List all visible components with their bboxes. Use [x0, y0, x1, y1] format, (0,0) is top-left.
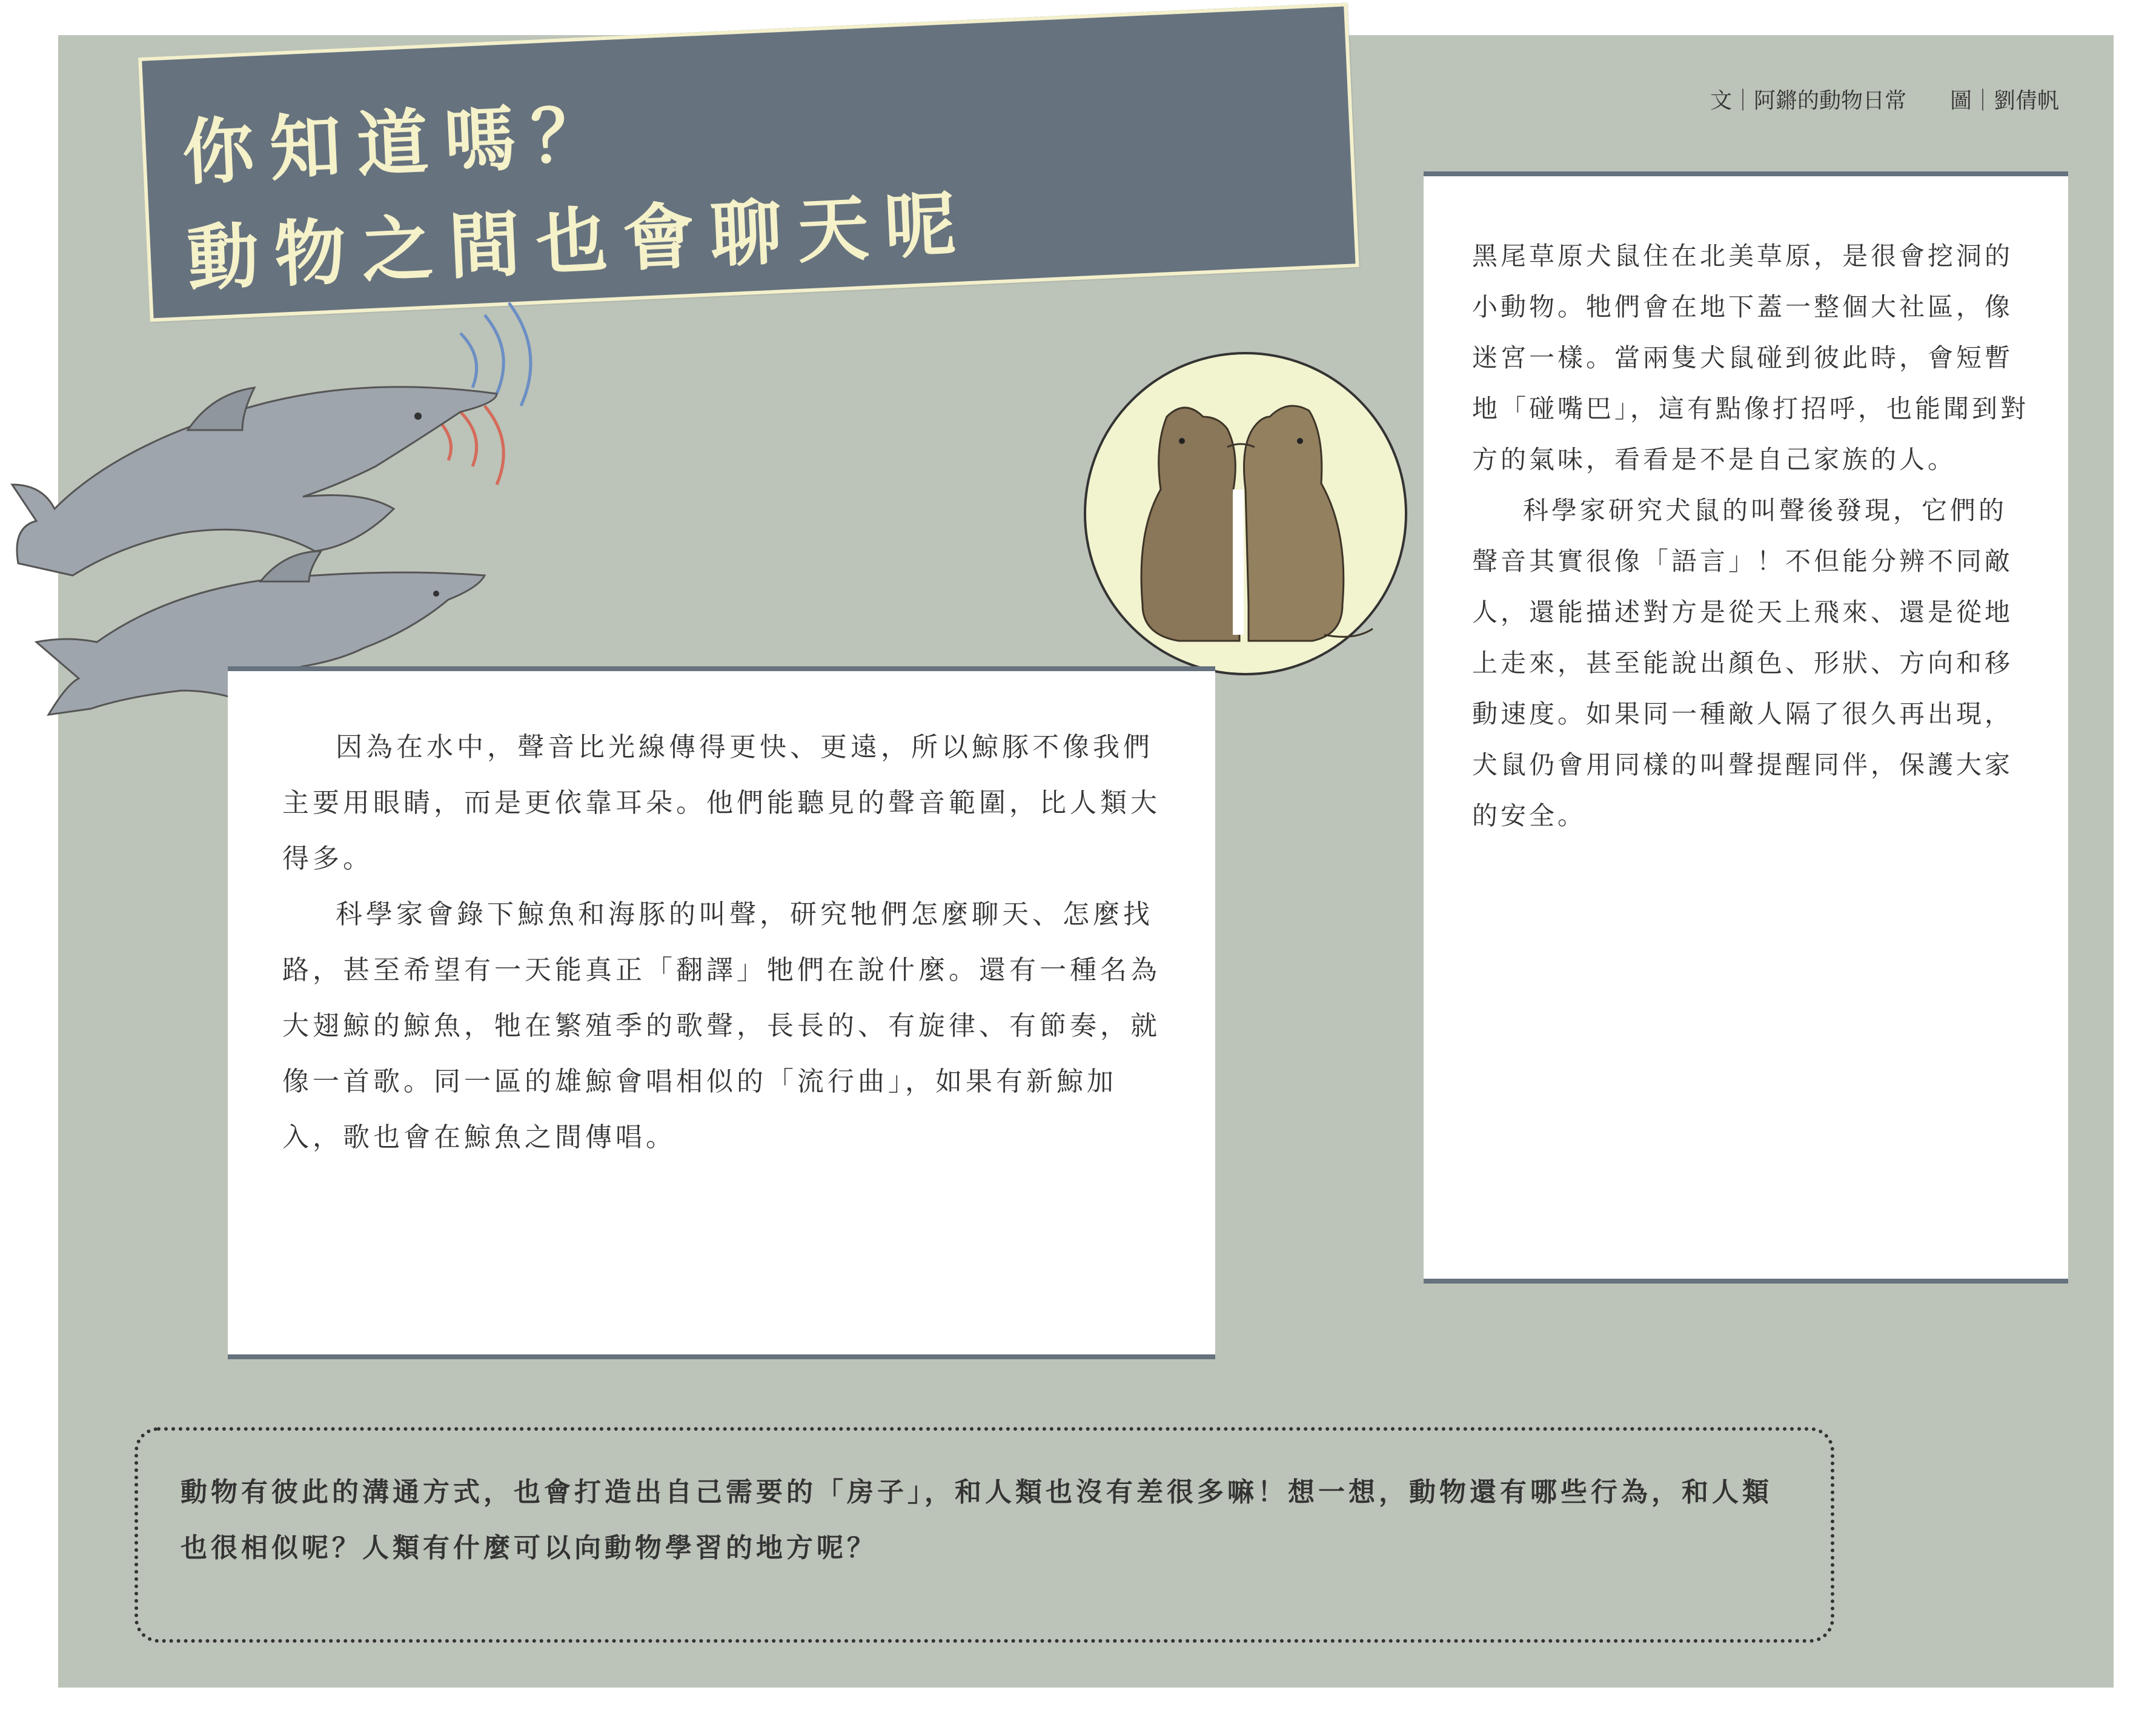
- dolphin-paragraph-2: 科學家會錄下鯨魚和海豚的叫聲，研究牠們怎麼聊天、怎麼找路，甚至希望有一天能真正「翻譯」牠們在說什麼。還有一種名為大翅鯨的鯨魚，牠在繁殖季的歌聲，長長的、有旋律、有節奏，就像一首歌。同一區的雄鯨會唱相似的「流行曲」，如果有新鯨加入，歌也會在鯨魚之間傳唱。: [282, 899, 1161, 1153]
- prairie-dog-paragraph-1: 黑尾草原犬鼠住在北美草原，是很會挖洞的小動物。牠們會在地下蓋一整個大社區，像迷宮一樣。當兩隻犬鼠碰到彼此時，會短暫地「碰嘴巴」，這有點像打招呼，也能聞到對方的氣味，看看是不是自己家族的人。: [1472, 241, 2029, 474]
- dolphin-paragraph-1: 因為在水中，聲音比光線傳得更快、更遠，所以鯨豚不像我們主要用眼睛，而是更依靠耳朵。他們能聽見的聲音範圍，比人類大得多。: [282, 732, 1161, 874]
- title-line-1: 你知道嗎？: [181, 91, 620, 195]
- prairie-dog-illustration: [1082, 350, 1409, 677]
- title-banner: [138, 2, 1359, 322]
- credits: 文｜阿鏘的動物日常 圖｜劉倩帆: [1710, 88, 2059, 113]
- dolphin-text-panel: [228, 666, 1215, 1359]
- discussion-callout: [134, 1427, 1834, 1643]
- title-line-2: 動物之間也會聊天呢: [185, 181, 974, 301]
- callout-text: 動物有彼此的溝通方式，也會打造出自己需要的「房子」，和人類也沒有差很多嘛！想一想，動物還有哪些行為，和人類也很相似呢？人類有什麼可以向動物學習的地方呢？: [181, 1477, 1773, 1563]
- prairie-dog-paragraph-2: 科學家研究犬鼠的叫聲後發現，它們的聲音其實很像「語言」！不但能分辨不同敵人，還能描述對方是從天上飛來、還是從地上走來，甚至能說出顏色、形狀、方向和移動速度。如果同一種敵人隔了很久再出現，犬鼠仍會用同樣的叫聲提醒同伴，保護大家的安全。: [1472, 495, 2014, 830]
- prairie-dog-text-panel: [1424, 171, 2068, 1284]
